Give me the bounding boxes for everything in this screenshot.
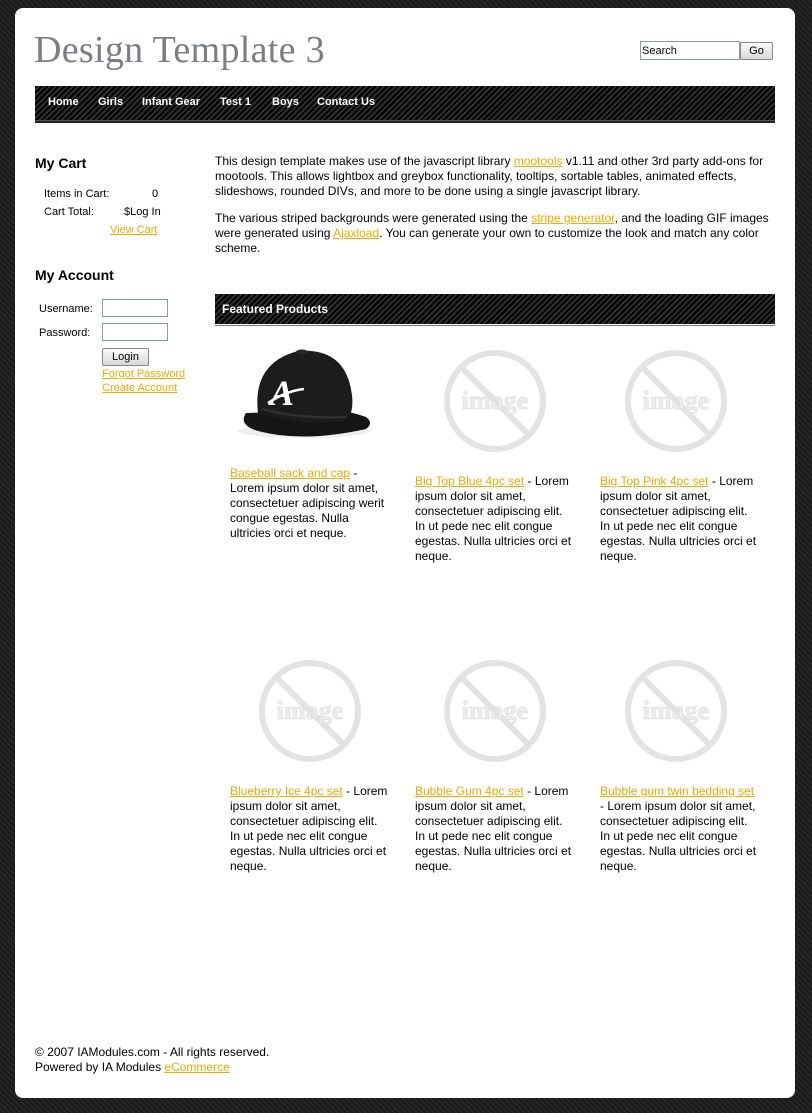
cart-total-value: $Log In <box>124 206 161 218</box>
footer-powered-by <box>35 1060 269 1075</box>
product-description: Lorem ipsum dolor sit amet, consectetuer adipiscing elit. In ut pede nec elit congue egestas. Nulla ultricies orci et neque. <box>230 784 388 873</box>
intro-paragraph-1 <box>215 154 775 199</box>
site-logo[interactable]: Design Template 3 <box>34 29 325 71</box>
search-input[interactable] <box>640 41 740 60</box>
account-heading: My Account <box>35 267 114 283</box>
product-separator: - <box>342 784 354 798</box>
mootools-link[interactable]: mootools <box>513 154 563 168</box>
password-label: Password: <box>39 327 91 339</box>
nav-item-contact-us[interactable]: Contact Us <box>317 96 376 108</box>
forgot-password-link[interactable]: Forgot Password <box>102 368 186 380</box>
product-link[interactable]: Bubble Gum 4pc set <box>415 784 524 798</box>
password-field[interactable] <box>102 323 168 341</box>
login-button[interactable]: Login <box>102 348 149 366</box>
product-item <box>230 466 390 541</box>
username-label: Username: <box>39 303 93 315</box>
footer-copyright: © 2007 IAModules.com - All rights reserved. <box>35 1045 270 1059</box>
baseball-cap-icon[interactable] <box>230 343 340 453</box>
product-description: Lorem ipsum dolor sit amet, consectetuer adipiscing elit. In ut pede nec elit congue egestas. Nulla ultricies orci et neque. <box>415 474 572 563</box>
intro-text: . You can generate your own to customize the look and match any color scheme. <box>215 226 759 255</box>
nav-item-girls[interactable]: Girls <box>98 96 124 108</box>
product-separator: - <box>350 466 358 480</box>
no-image-placeholder-icon[interactable] <box>621 346 731 456</box>
nav-item-home[interactable]: Home <box>48 96 79 108</box>
cart-heading: My Cart <box>35 155 87 171</box>
intro-text: This design template makes use of the javascript library <box>215 154 514 168</box>
ecommerce-link[interactable]: eCommerce <box>164 1060 230 1074</box>
product-description: Lorem ipsum dolor sit amet, consectetuer adipiscing elit. In ut pede nec elit congue egestas. Nulla ultricies orci et neque. <box>600 474 757 563</box>
product-separator: - <box>708 474 720 488</box>
no-image-placeholder-icon[interactable] <box>621 656 731 766</box>
cart-total-label: Cart Total: <box>44 206 94 218</box>
featured-products-header: Featured Products <box>215 294 775 324</box>
intro-text: v1.11 and other 3rd party add-ons for mootools. This allows lightbox and greybox functionality, tooltips, sortable tables, animated effects, slideshows, rounded DIVs, and more to be done using a single javascript library. <box>215 154 764 198</box>
product-item <box>415 784 575 874</box>
no-image-placeholder-icon[interactable] <box>255 656 365 766</box>
no-image-placeholder-icon[interactable] <box>440 346 550 456</box>
nav-item-test-1[interactable]: Test 1 <box>220 96 251 108</box>
intro-text: The various striped backgrounds were generated using the <box>215 211 532 225</box>
product-item <box>230 784 390 874</box>
view-cart-link[interactable]: View Cart <box>110 224 158 236</box>
placeholder-text: image <box>642 386 710 415</box>
items-in-cart-label: Items in Cart: <box>44 188 110 200</box>
page-container <box>15 8 795 1098</box>
ajaxload-link[interactable]: Ajaxload <box>333 226 380 240</box>
create-account-link[interactable]: Create Account <box>102 382 178 394</box>
no-image-placeholder-icon[interactable] <box>440 656 550 766</box>
intro-text: , and the loading GIF images were generated using <box>215 211 769 240</box>
product-description: Lorem ipsum dolor sit amet, consectetuer adipiscing werit congue egestas. Nulla ultricies orci et neque. <box>230 481 385 540</box>
product-separator: - <box>523 784 535 798</box>
placeholder-text: image <box>461 696 529 725</box>
product-link[interactable]: Blueberry Ice 4pc set <box>230 784 343 798</box>
placeholder-text: image <box>461 386 529 415</box>
username-field[interactable] <box>102 299 168 317</box>
product-link[interactable]: Big Top Pink 4pc set <box>600 474 709 488</box>
product-link[interactable]: Big Top Blue 4pc set <box>415 474 525 488</box>
nav-item-infant-gear[interactable]: Infant Gear <box>142 96 201 108</box>
product-item <box>415 474 575 564</box>
product-separator: - <box>524 474 535 488</box>
product-description: Lorem ipsum dolor sit amet, consectetuer adipiscing elit. In ut pede nec elit congue egestas. Nulla ultricies orci et neque. <box>600 799 757 873</box>
product-link[interactable]: Bubble gum twin bedding set <box>600 784 755 798</box>
product-link[interactable]: Baseball sack and cap <box>230 466 351 480</box>
nav-item-boys[interactable]: Boys <box>272 96 299 108</box>
placeholder-text: image <box>276 696 344 725</box>
footer-text: Powered by IA Modules <box>35 1060 165 1074</box>
main-navbar <box>35 86 775 121</box>
svg-text:A: A <box>270 373 295 413</box>
product-item <box>600 784 760 874</box>
product-item <box>600 474 760 564</box>
intro-paragraph-2 <box>215 211 775 256</box>
footer <box>35 1045 269 1075</box>
placeholder-text: image <box>642 696 710 725</box>
stripe-generator-link[interactable]: stripe generator <box>531 211 615 225</box>
search-go-button[interactable]: Go <box>740 42 773 60</box>
product-separator: - <box>600 799 608 813</box>
product-description: Lorem ipsum dolor sit amet, consectetuer adipiscing elit. In ut pede nec elit congue egestas. Nulla ultricies orci et neque. <box>415 784 572 873</box>
items-in-cart-value: 0 <box>152 188 159 200</box>
